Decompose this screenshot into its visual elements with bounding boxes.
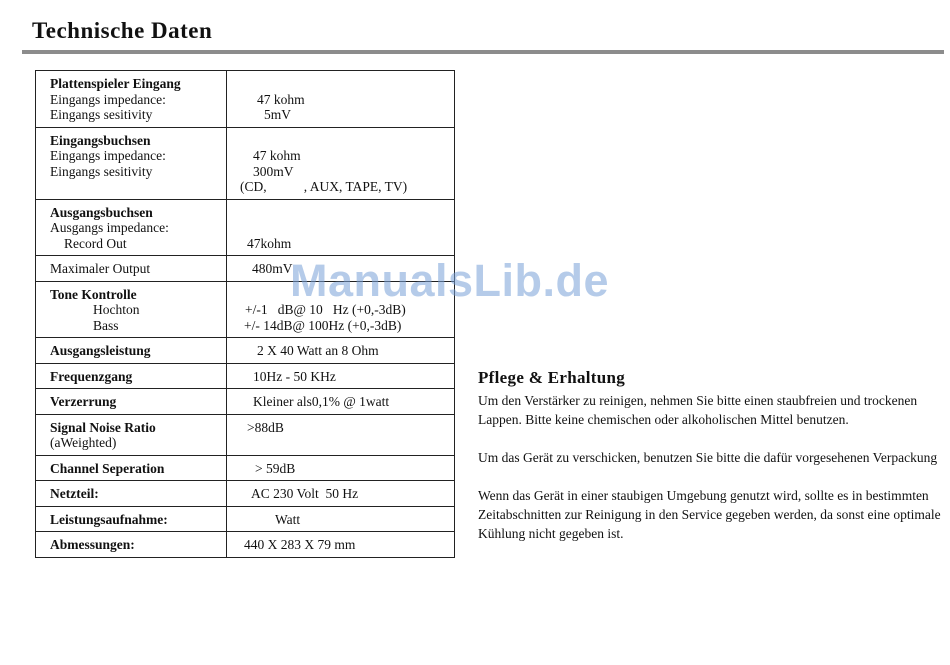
care-paragraph: Wenn das Gerät in einer staubigen Umgebung genutzt wird, sollte es in bestimmten Zeitabschnitten zur Reinigung in den Service gegeben werden, da sonst eine optimale Kühlung nicht gegeben ist. bbox=[478, 488, 941, 541]
spec-value: 300mV bbox=[253, 163, 294, 179]
spec-label: Channel Seperation bbox=[50, 460, 165, 476]
spec-value: 440 X 283 X 79 mm bbox=[244, 537, 356, 552]
specs-table bbox=[35, 70, 455, 558]
spec-row-consumption bbox=[36, 506, 455, 532]
spec-label: Hochton bbox=[93, 302, 140, 317]
spec-value: 2 X 40 Watt an 8 Ohm bbox=[257, 343, 379, 358]
spec-label: Eingangs impedance: bbox=[50, 148, 166, 163]
spec-value: 10Hz - 50 KHz bbox=[253, 368, 336, 384]
spec-row-psu bbox=[36, 481, 455, 507]
spec-heading: Plattenspieler Eingang bbox=[50, 76, 181, 91]
spec-value: 47kohm bbox=[247, 235, 292, 251]
watermark-logo: ManualsLib.de bbox=[290, 255, 610, 306]
spec-sublabel: (aWeighted) bbox=[50, 435, 117, 450]
spec-label: Verzerrung bbox=[50, 394, 117, 409]
spec-value: > 59dB bbox=[255, 460, 296, 476]
spec-label: Ausgangsleistung bbox=[50, 343, 151, 358]
spec-row-snr bbox=[36, 414, 455, 455]
spec-label: Leistungsaufnahme: bbox=[50, 511, 168, 527]
care-section bbox=[478, 368, 946, 543]
spec-value: AC 230 Volt 50 Hz bbox=[251, 486, 359, 501]
spec-row-dimensions bbox=[36, 532, 455, 558]
spec-label: Record Out bbox=[64, 235, 127, 251]
spec-label: Bass bbox=[93, 317, 119, 333]
care-paragraph: Um das Gerät zu verschicken, benutzen Sie bitte die dafür vorgesehenen Verpackung bbox=[478, 450, 938, 465]
spec-value: 47 kohm bbox=[253, 148, 301, 163]
spec-value: 480mV bbox=[252, 261, 293, 276]
spec-row-distortion bbox=[36, 389, 455, 415]
spec-label: Maximaler Output bbox=[50, 261, 151, 276]
spec-value: >88dB bbox=[247, 419, 284, 435]
spec-value: (CD, , AUX, TAPE, TV) bbox=[240, 179, 408, 194]
spec-value: +/- 14dB@ 100Hz (+0,-3dB) bbox=[244, 317, 402, 333]
spec-row-frequency bbox=[36, 363, 455, 389]
spec-value: +/-1 dB@ 10 Hz (+0,-3dB) bbox=[245, 302, 406, 317]
spec-label: Ausgangs impedance: bbox=[50, 220, 169, 235]
care-paragraph: Um den Verstärker zu reinigen, nehmen Sie bitte einen staubfreien und trockenen Lappen. Bitte keine chemischen oder alkoholischen Mittel benutzen. bbox=[478, 393, 918, 427]
spec-label: Abmessungen: bbox=[50, 537, 135, 552]
spec-label: Eingangs sesitivity bbox=[50, 107, 153, 122]
page-title: Technische Daten bbox=[32, 18, 213, 43]
spec-label: Eingangs impedance: bbox=[50, 91, 166, 107]
spec-row-inputs bbox=[36, 127, 455, 199]
spec-row-separation bbox=[36, 455, 455, 481]
title-divider bbox=[22, 50, 944, 54]
spec-row-power-output bbox=[36, 338, 455, 364]
care-heading: Pflege & Erhaltung bbox=[478, 368, 626, 387]
spec-value: Watt bbox=[275, 511, 301, 527]
spec-label: Netzteil: bbox=[50, 486, 99, 501]
spec-value: 47 kohm bbox=[257, 91, 305, 107]
spec-heading: Eingangsbuchsen bbox=[50, 132, 151, 148]
spec-value: Kleiner als0,1% @ 1watt bbox=[253, 394, 390, 409]
spec-heading: Tone Kontrolle bbox=[50, 286, 137, 302]
spec-label: Frequenzgang bbox=[50, 368, 133, 384]
spec-heading: Ausgangsbuchsen bbox=[50, 204, 153, 220]
spec-label: Signal Noise Ratio bbox=[50, 419, 156, 435]
spec-value: 5mV bbox=[264, 107, 291, 122]
spec-row-phono bbox=[36, 71, 455, 128]
spec-row-outputs bbox=[36, 199, 455, 256]
spec-label: Eingangs sesitivity bbox=[50, 163, 153, 179]
